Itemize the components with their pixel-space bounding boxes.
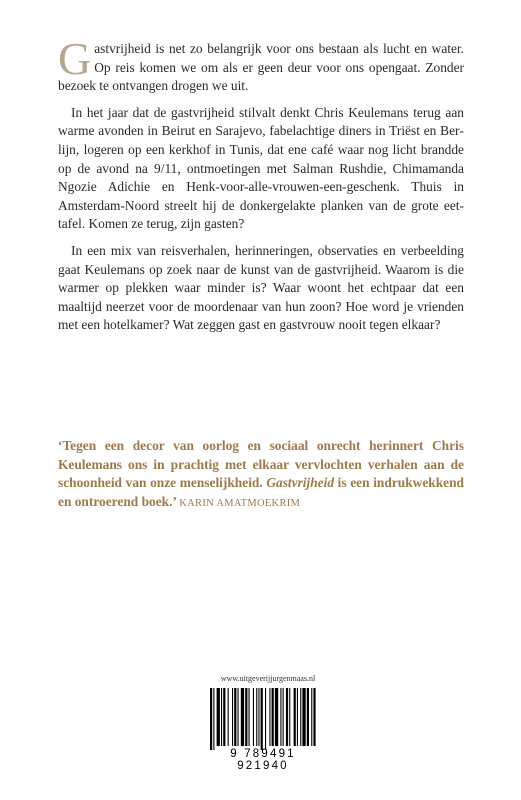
blurb-paragraph-3: In een mix van reisverhalen, herinneringen, observaties en verbeelding gaat Keulemans op zoek naar de kunst van de gastvrijheid. Waarom is die warmer op plekken waar minder is? Waar woont het echtpaar dat een maaltijd neerzet voor de moordenaar van hun zoon? Hoe word je vrienden met een hotelkamer? Wat zeggen gast en gastvrouw nooit tegen elkaar? xyxy=(58,242,464,333)
publisher-website: www.uitgeverijjurgenmaas.nl xyxy=(220,674,316,683)
barcode-bar xyxy=(313,688,315,746)
isbn-number: 9 789491 921940 xyxy=(230,748,296,772)
barcode-bar xyxy=(265,688,266,750)
barcode-bar xyxy=(253,688,254,746)
barcode-bar xyxy=(297,688,298,746)
barcode-bar xyxy=(238,688,239,746)
barcode-bar xyxy=(261,688,263,750)
blurb-paragraph-1-text: astvrijheid is net zo belangrijk voor ons bestaan als lucht en water. Op reis komen we om als er geen deur voor ons opengaat. Zonder bezoek te ontvangen drogen we uit. xyxy=(58,41,464,94)
quote-book-title: Gastvrijheid xyxy=(266,475,335,491)
barcode-bar xyxy=(280,688,281,746)
barcode-bar xyxy=(275,688,278,746)
barcode-bar xyxy=(302,688,305,746)
quote-text-start: ‘Tegen een decor van oorlog en sociaal onrecht herinnert Chris Keulemans ons in prachtig met elkaar vervlochten verhalen aan de schoonheid van onze menselijkheid. xyxy=(58,438,464,491)
barcode-bar xyxy=(221,688,222,746)
barcode-bar xyxy=(232,688,233,746)
barcode-bar xyxy=(311,688,312,746)
barcode-bar xyxy=(258,688,259,746)
barcode-bar xyxy=(234,688,236,746)
blurb-paragraph-1 xyxy=(58,33,464,96)
barcode-bar xyxy=(272,688,274,746)
barcode-bar xyxy=(300,688,301,746)
barcode-bar xyxy=(307,688,309,746)
barcode-bar xyxy=(289,688,290,746)
drop-cap: G xyxy=(58,33,92,84)
barcode-bar xyxy=(217,688,220,746)
barcode-bar xyxy=(249,688,250,746)
barcode-bar xyxy=(213,688,214,750)
barcode-bar xyxy=(294,688,296,746)
barcode-bar xyxy=(210,688,212,750)
barcode-bar xyxy=(269,688,270,746)
blurb-paragraph-2: In het jaar dat de gastvrijheid stilvalt denkt Chris Keulemans terug aan warme avonden in Beirut en Sarajevo, fabelachtige diners in Triëst en Berlijn, logeren op een kerkhof in Tunis, dat ene café waar nog licht brandde op de avond na 9/11, ontmoetingen met Salman Rushdie, Chimamanda Ngozie Adichie en Henk-voor-alle-vrouwen-een-geschenk. Thuis in Amsterdam-Noord streelt hij de donkergelakte planken van de grote eettafel. Komen ze terug, zijn gasten? xyxy=(58,104,464,232)
quote-author: KARIN AMATMOEKRIM xyxy=(179,497,301,509)
barcode-bar xyxy=(223,688,225,746)
barcode-bar xyxy=(256,688,257,746)
barcode-bar xyxy=(245,688,247,746)
barcode-bar xyxy=(286,688,288,746)
barcode-bar xyxy=(283,688,284,746)
review-quote xyxy=(58,437,464,513)
quote-text-end: is een indrukwekkend en ontroerend boek.’ xyxy=(58,475,464,509)
barcode-bar xyxy=(241,688,244,746)
barcode-bar xyxy=(228,688,229,746)
barcode-bars xyxy=(204,684,322,750)
blurb-text xyxy=(58,33,464,343)
